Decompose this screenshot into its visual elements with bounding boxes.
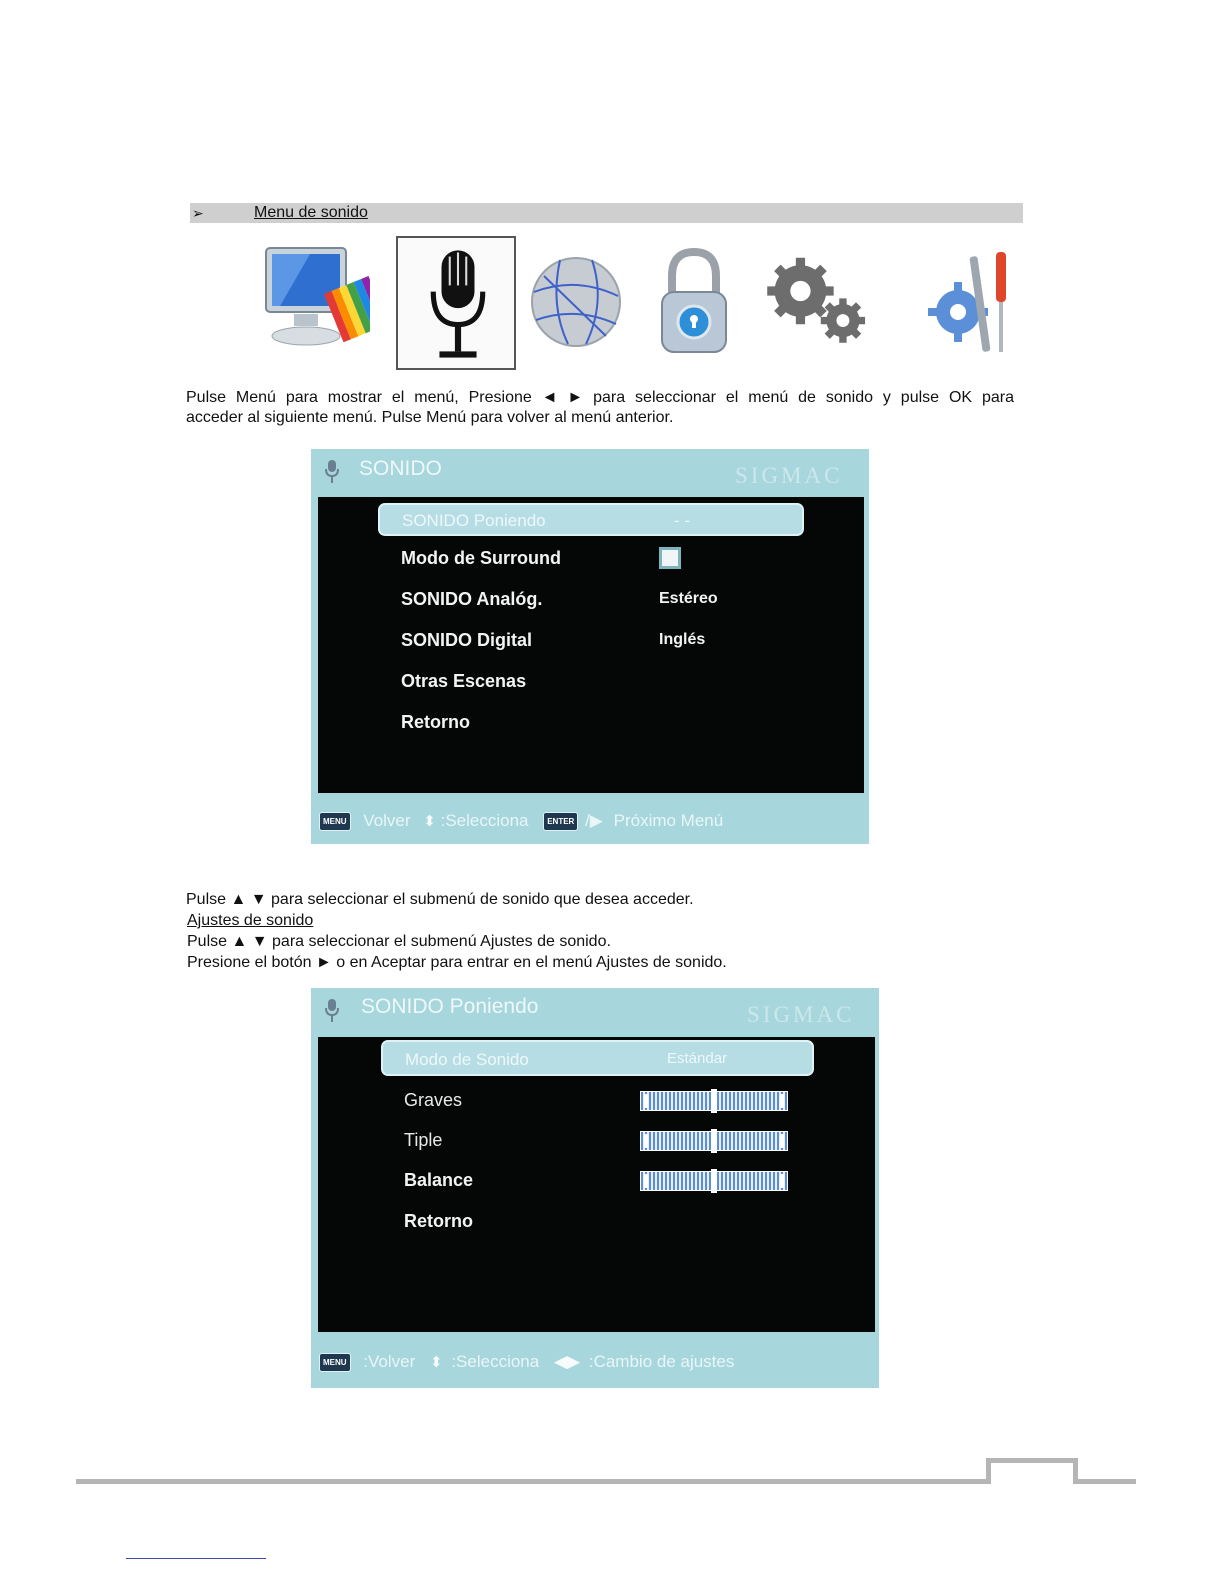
menu-item-value: Estéreo bbox=[659, 590, 718, 607]
footer-rule-notch-left bbox=[986, 1462, 991, 1484]
menu-item-label: Tiple bbox=[404, 1130, 443, 1150]
balance-slider[interactable] bbox=[640, 1171, 788, 1191]
menu-item-bass[interactable] bbox=[404, 1089, 844, 1115]
menu-item-return[interactable] bbox=[404, 1210, 844, 1236]
osd-menu-panel bbox=[318, 1037, 875, 1332]
menu-item-digital-sound[interactable] bbox=[401, 629, 841, 655]
settings-instruction-2: Presione el botón ► o en Aceptar para entrar en el menú Ajustes de sonido. bbox=[187, 954, 727, 971]
menu-item-label: Modo de Surround bbox=[401, 548, 561, 568]
menu-item-sound-settings[interactable] bbox=[378, 503, 804, 536]
hint-back: :Volver bbox=[363, 1352, 416, 1371]
menu-key-icon: MENU bbox=[319, 1353, 351, 1372]
hint-select: :Selecciona bbox=[440, 811, 529, 830]
menu-icon-strip bbox=[240, 236, 1040, 372]
treble-slider[interactable] bbox=[640, 1131, 788, 1151]
globe-icon[interactable] bbox=[520, 236, 640, 370]
menu-item-label: Graves bbox=[404, 1090, 463, 1110]
menu-key-icon: MENU bbox=[319, 812, 351, 831]
right-arrow-icon: /▶ bbox=[585, 811, 603, 830]
menu-item-sound-mode[interactable] bbox=[381, 1040, 814, 1076]
menu-item-balance[interactable] bbox=[404, 1169, 844, 1195]
up-down-arrows-icon: ⬍ bbox=[423, 813, 436, 830]
menu-item-label: Modo de Sonido bbox=[405, 1050, 529, 1069]
brand-logo: SIGMAC bbox=[735, 463, 843, 488]
gears-icon[interactable] bbox=[758, 236, 878, 370]
hint-change-settings: :Cambio de ajustes bbox=[588, 1352, 735, 1371]
menu-item-value: Estándar bbox=[667, 1050, 728, 1067]
tools-icon[interactable] bbox=[916, 236, 1036, 370]
menu-item-label: Retorno bbox=[404, 1211, 473, 1231]
brand-logo: SIGMAC bbox=[747, 1002, 855, 1027]
hint-back: Volver bbox=[363, 811, 411, 830]
intro-line-2: acceder al siguiente menú. Pulse Menú para volver al menú anterior. bbox=[186, 409, 674, 426]
menu-item-surround-mode[interactable] bbox=[401, 547, 841, 573]
section-title: Menu de sonido bbox=[254, 204, 368, 221]
enter-key-icon: ENTER bbox=[543, 812, 578, 831]
osd-menu-panel bbox=[318, 497, 864, 793]
lock-icon[interactable] bbox=[634, 236, 754, 370]
surround-checkbox[interactable] bbox=[659, 547, 681, 569]
picture-menu-icon[interactable] bbox=[250, 236, 370, 370]
footer-link-line bbox=[126, 1558, 266, 1559]
intro-line-1: Pulse Menú para mostrar el menú, Presione ◄ ► para seleccionar el menú de sonido y pulse OK para bbox=[186, 389, 1014, 406]
subsection-title: Ajustes de sonido bbox=[187, 912, 314, 929]
sound-menu-screen bbox=[311, 449, 869, 844]
left-right-arrows-icon: ◀▶ bbox=[553, 1352, 581, 1371]
menu-item-value: - - bbox=[674, 511, 691, 530]
osd-title: SONIDO bbox=[359, 457, 442, 480]
osd-footer-hints bbox=[319, 811, 723, 831]
settings-instruction-1: Pulse ▲ ▼ para seleccionar el submenú Ajustes de sonido. bbox=[187, 933, 611, 950]
hint-next-menu: Próximo Menú bbox=[613, 811, 724, 830]
hint-select: :Selecciona bbox=[451, 1352, 540, 1371]
menu-item-return[interactable] bbox=[401, 711, 841, 737]
menu-item-other-scenes[interactable] bbox=[401, 670, 841, 696]
sound-settings-screen bbox=[311, 988, 879, 1388]
up-down-arrows-icon: ⬍ bbox=[430, 1354, 443, 1371]
menu-item-label: Otras Escenas bbox=[401, 671, 527, 691]
menu-item-treble[interactable] bbox=[404, 1129, 844, 1155]
osd-title: SONIDO Poniendo bbox=[361, 995, 539, 1018]
footer-rule-notch-top bbox=[986, 1458, 1078, 1463]
select-submenu-instruction: Pulse ▲ ▼ para seleccionar el submenú de sonido que desea acceder. bbox=[186, 891, 694, 908]
menu-item-label: SONIDO Analóg. bbox=[401, 589, 543, 609]
arrow-bullet-icon: ➢ bbox=[192, 205, 204, 221]
menu-item-label: SONIDO Poniendo bbox=[402, 511, 546, 530]
footer-rule-end bbox=[1073, 1479, 1136, 1484]
microphone-icon bbox=[325, 459, 339, 485]
footer-rule bbox=[76, 1479, 990, 1484]
microphone-icon[interactable] bbox=[396, 236, 516, 370]
osd-footer-hints bbox=[319, 1352, 734, 1372]
menu-item-label: SONIDO Digital bbox=[401, 630, 533, 650]
menu-item-label: Retorno bbox=[401, 712, 470, 732]
menu-item-label: Balance bbox=[404, 1170, 474, 1190]
bass-slider[interactable] bbox=[640, 1091, 788, 1111]
microphone-icon bbox=[325, 998, 339, 1024]
menu-item-value: Inglés bbox=[659, 631, 706, 648]
menu-item-analog-sound[interactable] bbox=[401, 588, 841, 614]
